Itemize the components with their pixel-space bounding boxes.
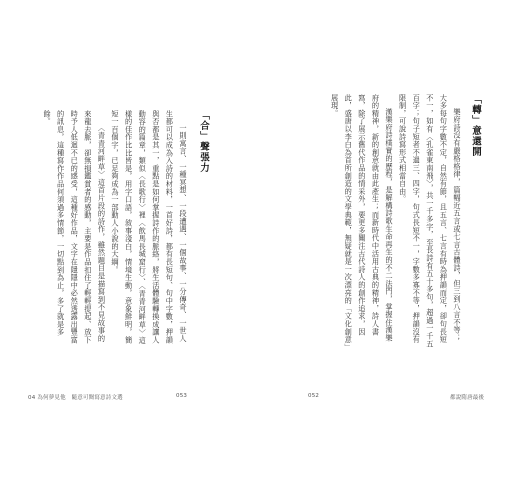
section-heading: 「轉」意還開 — [470, 94, 481, 157]
paragraph: 漢樂府詩樸實的歷程，是解構詩歌生命再生的不二法門，掌握住漢樂府的精神，新的創意就由此產生；而新時代中活用古典的精神，詩人書寫，除了展示舊代作品的情采外，要更多關注古代詩人的創作追求，因此，盛唐以李白為首所創造的文學典範，無疑就是一次漂亮的「文化創意」展現。 — [330, 94, 395, 348]
running-footer-title: 04 為何夢見他 隨意可閱寫意詩文選 — [28, 395, 123, 401]
running-footer-title: 都說隋唐最後 — [450, 395, 485, 401]
paragraph: 〈青青河畔草〉這首片段的詩作，雖然題目是描寫到不見故事的來龍去脈，卻無損鑑賞者的感動，主要是作品扣住了輕輕提起、放下時予人低迴不已的感受，這種好作品，文字在隱隱中必然透露出豐富的訊息，這種寫作作品何須過多情節，一切點到為止，多了就是多餘。 — [43, 110, 107, 344]
paragraph: 樂府詩沒有嚴格格律，篇幅近五言或七言古體詩，但三到八言不等；大多每句字數不定，自然有節，且五言、七言有時為押韻而定，卻句長短不一，如有〈孔雀東南飛〉，共一千多字，至長詩有五十多句，超過一千五百字；句子短者不過三、四字，句式長短不一，字數多寡不等，押韻沒有限制，可說詩寫形式相當自由。 — [398, 94, 462, 348]
section-heading: 「合」聲張力 — [198, 110, 209, 173]
right-page — [260, 0, 520, 500]
page-number: 052 — [308, 393, 320, 399]
body-text — [43, 110, 190, 350]
page-number: 053 — [176, 393, 188, 399]
body-text — [322, 94, 464, 350]
paragraph: 一則寓言、一種冥想、一段遭遇、一個故事、一分傳奇、一世人生都可以成為入詩的材料，一首好詩，都有長短句、句中字數，押韻與否都是其一，重點是如何掌握詩作的脈絡，將生活體驗轉換成讓人動容的篇章，類似〈長歌行〉裡〈飲馬長城窟行〉、〈青青河畔草〉這樣的佳作比比皆是，用字口語，敘事淺白，情境生動，意象鮮明，簡短一百個字，已足夠成為一部動人小說的大綱。 — [111, 110, 188, 345]
